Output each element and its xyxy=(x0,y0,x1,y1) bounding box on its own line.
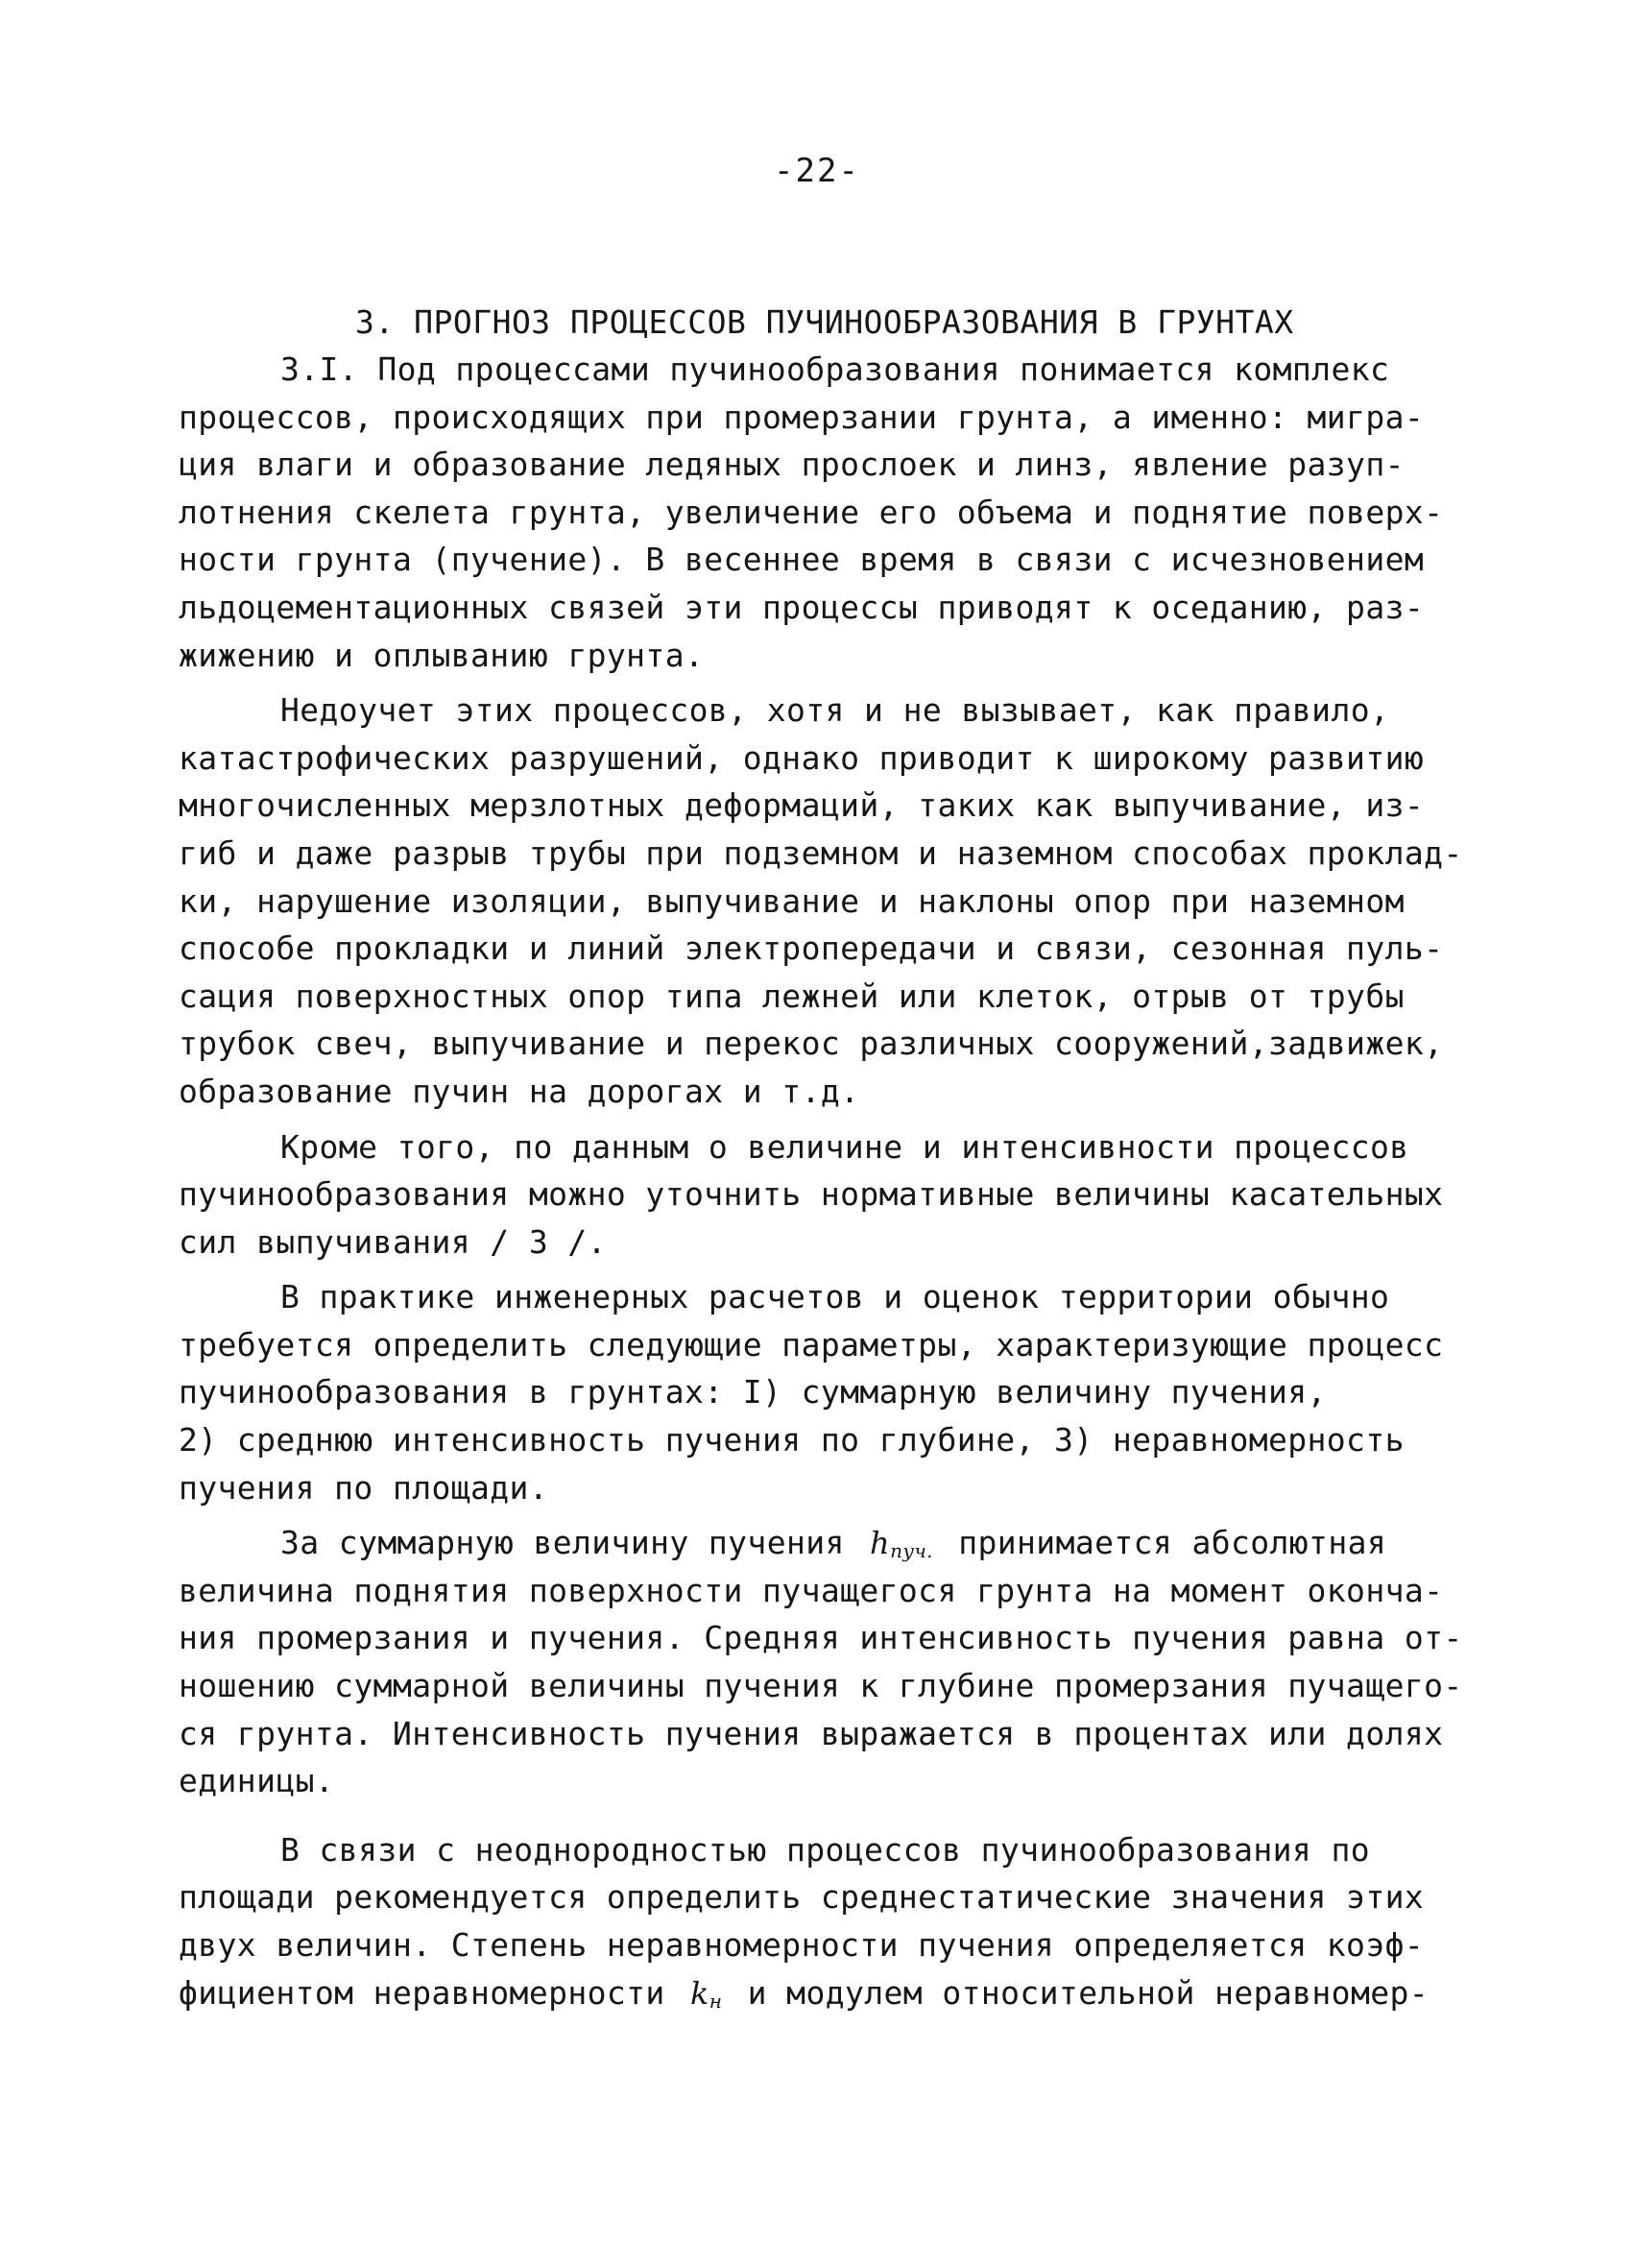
text-line: Кроме того, по данным о величине и интенсивности процессов xyxy=(280,1127,1409,1166)
text-line: жижению и оплыванию грунта. xyxy=(179,636,705,674)
text-line: ся грунта. Интенсивность пучения выражается в процентах или долях xyxy=(179,1714,1444,1752)
text-line: В практике инженерных расчетов и оценок территории обычно xyxy=(280,1278,1390,1316)
text-line: сил выпучивания / 3 /. xyxy=(179,1222,607,1261)
unevenness-coefficient-symbol: $k_н$ xyxy=(689,1974,723,2013)
text-fragment: принимается абсолютная xyxy=(958,1524,1387,1562)
paragraph-5 xyxy=(179,1519,1465,1805)
text-line: ния промерзания и пучения. Средняя интенсивность пучения равна от- xyxy=(179,1619,1463,1657)
text-line: площади рекомендуется определить среднестатические значения этих xyxy=(179,1878,1425,1917)
text-line: ки, нарушение изоляции, выпучивание и наклоны опор при наземном xyxy=(179,881,1405,920)
text-line: пучинообразования можно уточнить нормативные величины касательных xyxy=(179,1175,1444,1214)
section-heading: 3. ПРОГНОЗ ПРОЦЕССОВ ПУЧИНООБРАЗОВАНИЯ В ГРУНТАХ xyxy=(355,303,1294,341)
text-line: пучинообразования в грунтах: I) суммарную величину пучения, xyxy=(179,1373,1327,1411)
text-line-with-symbol xyxy=(179,1969,1465,2017)
text-fragment: фициентом неравномерности xyxy=(179,1973,665,2012)
text-line-with-symbol xyxy=(179,1519,1465,1567)
paragraph-4 xyxy=(179,1273,1465,1511)
paragraph-1 xyxy=(179,346,1465,679)
text-line: ция влаги и образование ледяных прослоек и линз, явление разуп- xyxy=(179,446,1405,484)
text-line: ности грунта (пучение). В весеннее время в связи с исчезновением xyxy=(179,541,1425,579)
paragraph-3 xyxy=(179,1123,1465,1267)
heave-height-symbol: $h_{пуч.}$ xyxy=(870,1525,933,1563)
paragraph-6 xyxy=(179,1826,1465,2016)
text-line: процессов, происходящих при промерзании грунта, а именно: мигра- xyxy=(179,398,1425,436)
text-line: лотнения скелета грунта, увеличение его объема и поднятие поверх- xyxy=(179,493,1444,531)
text-line: льдоцементационных связей эти процессы приводят к оседанию, раз- xyxy=(179,588,1425,626)
text-line: 3.I. Под процессами пучинообразования понимается комплекс xyxy=(280,350,1390,388)
text-line: пучения по площади. xyxy=(179,1468,549,1507)
text-line: гиб и даже разрыв трубы при подземном и наземном способах проклад- xyxy=(179,833,1463,872)
document-body xyxy=(179,346,1465,2016)
text-line: требуется определить следующие параметры, характеризующие процесс xyxy=(179,1325,1444,1363)
text-line: двух величин. Степень неравномерности пучения определяется коэф- xyxy=(179,1926,1425,1964)
text-line: многочисленных мерзлотных деформаций, таких как выпучивание, из- xyxy=(179,786,1425,825)
text-line: катастрофических разрушений, однако приводит к широкому развитию xyxy=(179,738,1425,777)
text-line: сация поверхностных опор типа лежней или клеток, отрыв от трубы xyxy=(179,977,1405,1015)
text-line: ношению суммарной величины пучения к глубине промерзания пучащего- xyxy=(179,1667,1463,1705)
text-line: 2) среднюю интенсивность пучения по глубине, 3) неравномерность xyxy=(179,1421,1405,1460)
text-line: В связи с неоднородностью процессов пучинообразования по xyxy=(280,1830,1370,1869)
text-line: образование пучин на дорогах и т.д. xyxy=(179,1072,860,1110)
text-fragment: и модулем относительной неравномер- xyxy=(747,1973,1430,2012)
text-line: трубок свеч, выпучивание и перекос различных сооружений,задвижек, xyxy=(179,1025,1444,1063)
text-line: способе прокладки и линий электропередачи и связи, сезонная пуль- xyxy=(179,929,1444,968)
text-line: Недоучет этих процессов, хотя и не вызывает, как правило, xyxy=(280,691,1390,730)
page-number: -22- xyxy=(774,152,860,190)
paragraph-2 xyxy=(179,687,1465,1115)
text-line: величина поднятия поверхности пучащегося грунта на момент оконча- xyxy=(179,1571,1444,1609)
text-line: единицы. xyxy=(179,1762,335,1800)
text-fragment: За суммарную величину пучения xyxy=(280,1524,845,1562)
